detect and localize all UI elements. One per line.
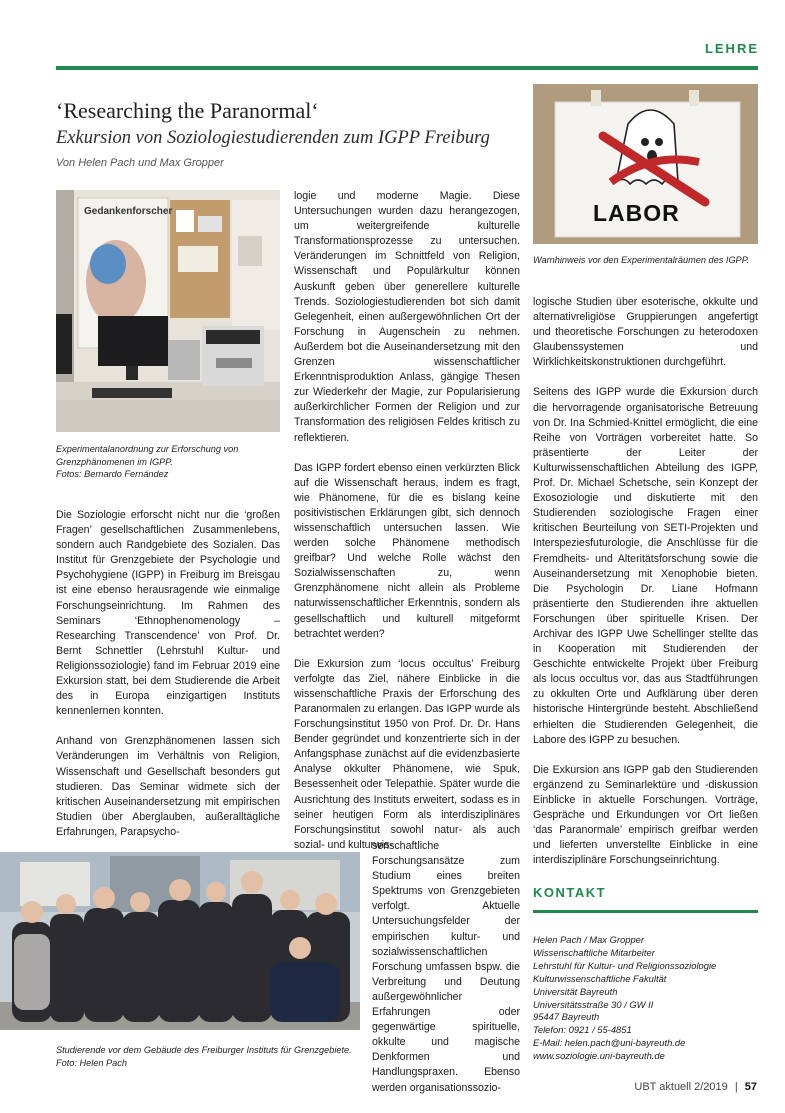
lab-caption-text: Experimentalanordnung zur Erforschung von Grenzphänomenen im IGPP. <box>56 444 239 467</box>
contact-street: Universitätsstraße 30 / GW II <box>533 998 654 1010</box>
section-label: LEHRE <box>704 41 759 56</box>
sign-text: LABOR <box>593 200 680 226</box>
footer-separator: | <box>734 1081 738 1093</box>
paragraph: Seitens des IGPP wurde die Exkursion durch die hervorragende organisatorische Betreuung von Dr. Ina Schmied-Knittel ermöglicht, die eine Reihe von Vorträgen vorbereitet hatte. So präsentierte der Leiter der Kulturwissenschaftlichen Abteilung des IGPP, Prof. Dr. Michael Schetsche, sein Konzept der Exosoziologie und diskutierte mit den Studierenden soziologische Fragen einer kritischen Beurteilung von SETI-Projekten und Interspeziesfuturologie, die Anschlüsse für die Fremdheits- und Alteritätsforschung sowie die Auseinandersetzung mit Xenophobie bieten. Die Psychologin Dr. Liane Hofmann präsentierte den Studierenden ihre aktuellen Forschungen über spirituelle Krisen. Der Archivar des IGPP Uwe Schellinger stellte das in Kooperation mit Studierenden der Geschichte entwickelte Projekt über Freiburg als locus occultus vor, das aus Stadtführungen zu okkulten Orte und Aufklärung über deren historische Hintergründe besteht. Abschließend erhielten die Studierenden Gelegenheit, die Labore des IGPP zu besuchen. <box>533 386 758 746</box>
sign-photo <box>533 84 758 244</box>
issue-label: UBT aktuell 2/2019 <box>634 1081 728 1093</box>
contact-university: Universität Bayreuth <box>533 985 618 997</box>
page-number: 57 <box>744 1081 757 1093</box>
paragraph: Die Soziologie erforscht nicht nur die ‘großen Fragen’ gesellschaftlichen Zusammenlebens, sondern auch Randgebiete des Sozialen. Das Institut für Grenzgebiete der Psychologie und Psychohygiene (IGPP) in Freiburg im Breisgau ist eine ebenso herausragende wie einmalige Forschungseinrichtung. Im Rahmen des Seminars ‘Ethnophenomenology – Researching Transcendence’ von Prof. Dr. Bernt Schnettler (Lehrstuhl Kultur- und Religionssoziologie) fand im Februar 2019 eine Exkursion statt, bei dem Studierende die Arbeit des in Europa einzigartigen Instituts kennenlernen konnten. <box>56 509 280 718</box>
page-footer <box>634 1081 757 1093</box>
column-1 <box>56 508 280 840</box>
contact-phone: Telefon: 0921 / 55-4851 <box>533 1024 632 1036</box>
header-rule <box>56 66 758 70</box>
paragraph: Die Exkursion zum ‘locus occultus’ Freiburg verfolgte das Ziel, nähere Einblicke in die wissenschaftliche Praxis der Erforschung des Paranormalen zu erlangen. Das IGPP wurde als Forschungsinstitut 1950 von Prof. Dr. Dr. Hans Bender gegründet und konzentrierte sich in der Anfangsphase zunächst auf die evidenzbasierte Analyse okkulter Phänomene, wie Spuk, Besessenheit oder Telepathie. Später wurde die Ausrichtung des Instituts erweitert, sodass es in seiner heutigen Form als interdisziplinäres Forschungsinstitut sowohl natur- als auch sozial- und kulturwis- <box>294 657 520 851</box>
paragraph: logie und moderne Magie. Diese Untersuchungen wurden dazu herangezogen, um weitergreifende kulturelle Transformationsprozesse zu untersuchen. Veränderungen im Schnittfeld von Religion, Wissenschaft und Populärkultur können Auskunft geben über generellere kulturelle Trends. Soziologiestudierenden bot sich damit Gelegenheit, einen außergewöhnlichen Ort der Forschung in Augenschein zu nehmen. Außerdem bot die Auseinandersetzung mit den Grenzen wissenschaftlicher Erkenntnisproduktion Anlass, gängige Thesen zur Wiederkehr der Magie, zur Popularisierung außerkirchlicher Formen der Religion und zur Transformation des religiösen Feldes kritisch zu reflektieren. <box>294 190 520 444</box>
contact-faculty: Kulturwissenschaftliche Fakultät <box>533 972 667 984</box>
lab-caption <box>56 443 280 481</box>
paragraph: Die Exkursion ans IGPP gab den Studierenden ergänzend zu Seminarlektüre und -diskussion Einblicke in aktuelle Forschungen. Vorträge, Gespräche und Erkundungen vor Ort ließen ‘das Paranormale’ empirisch greifbar werden und lieferten unverstellte Einblicke in eine interdisziplinäre Forschungseinrichtung. <box>533 763 758 867</box>
group-caption-text: Studierende vor dem Gebäude des Freiburger Instituts für Grenzgebiete. <box>56 1045 352 1055</box>
paragraph: senschaftliche Forschungsansätze zum Studium eines breiten Spektrums von Grenzgebieten verfolgt. Aktuelle Untersuchungsfelder der empirischen kultur- und sozialwissenschaftlichen Forschung umfassen bspw. die Verbreitung und Deutung außergewöhnlicher Erfahrungen oder gegenwärtige spirituelle, okkulte und magische Denkformen und Handlungspraxen. Ebenso werden organisationssozio- <box>372 840 520 1094</box>
column-3 <box>533 295 758 868</box>
contact-chair: Lehrstuhl für Kultur- und Religionssoziologie <box>533 959 717 971</box>
lab-illustration <box>56 190 280 432</box>
paragraph: logische Studien über esoterische, okkulte und alternativreligiöse Gruppierungen angefertigt und theoretische Forschungen zu heterodoxen Glaubenssystemen und Wirklichkeitskonstruktionen durchgeführt. <box>533 296 758 369</box>
contact-city: 95447 Bayreuth <box>533 1011 600 1023</box>
article-title: ‘Researching the Paranormal‘ <box>56 98 319 123</box>
contact-website-link[interactable]: www.soziologie.uni-bayreuth.de <box>533 1050 665 1062</box>
contact-role: Wissenschaftliche Mitarbeiter <box>533 946 655 958</box>
lab-photo <box>56 190 280 432</box>
contact-email-link[interactable]: E-Mail: helen.pach@uni-bayreuth.de <box>533 1037 686 1049</box>
group-illustration <box>0 852 360 1030</box>
kontakt-block <box>533 934 758 1063</box>
kontakt-heading: KONTAKT <box>533 885 607 900</box>
group-caption-credit: Foto: Helen Pach <box>56 1057 127 1068</box>
kontakt-rule <box>533 910 758 913</box>
contact-names: Helen Pach / Max Gropper <box>533 934 644 945</box>
group-photo <box>0 852 360 1030</box>
poster-text: Gedankenforscher <box>84 206 173 217</box>
byline: Von Helen Pach und Max Gropper <box>56 157 224 169</box>
article-subtitle: Exkursion von Soziologiestudierenden zum IGPP Freiburg <box>56 128 490 148</box>
column-2 <box>294 189 520 853</box>
column-2-continued <box>372 839 520 1096</box>
lab-caption-credit: Fotos: Bernardo Fernández <box>56 469 169 480</box>
paragraph: Anhand von Grenzphänomenen lassen sich Veränderungen im Verhältnis von Religion, Wissenschaft und Gesellschaft besonders gut studieren. Das Seminar widmete sich der kritischen Auseinandersetzung mit empirischen Studien über Aberglauben, außeralltägliche Erfahrungen, Parapsycho- <box>56 735 280 838</box>
paragraph: Das IGPP fordert ebenso einen verkürzten Blick auf die Wissenschaft heraus, indem es fragt, wie Phänomene, für die es bislang keine positivistischen Erklärungen gibt, sich dennoch wissenschaftlich untersuchen lassen. Wie werden solche Phänomene methodisch greifbar? Und welche Rolle wächst den Sozialwissenschaften zu, wenn Grenzphänomene nicht allein als Probleme naturwissenschaftlicher Erkenntnis, sondern als gesellschaftlich und kulturell mitgeformt betrachtet werden? <box>294 461 520 640</box>
group-caption <box>56 1044 366 1069</box>
sign-caption: Warnhinweis vor den Experimentalräumen des IGPP. <box>533 255 750 265</box>
